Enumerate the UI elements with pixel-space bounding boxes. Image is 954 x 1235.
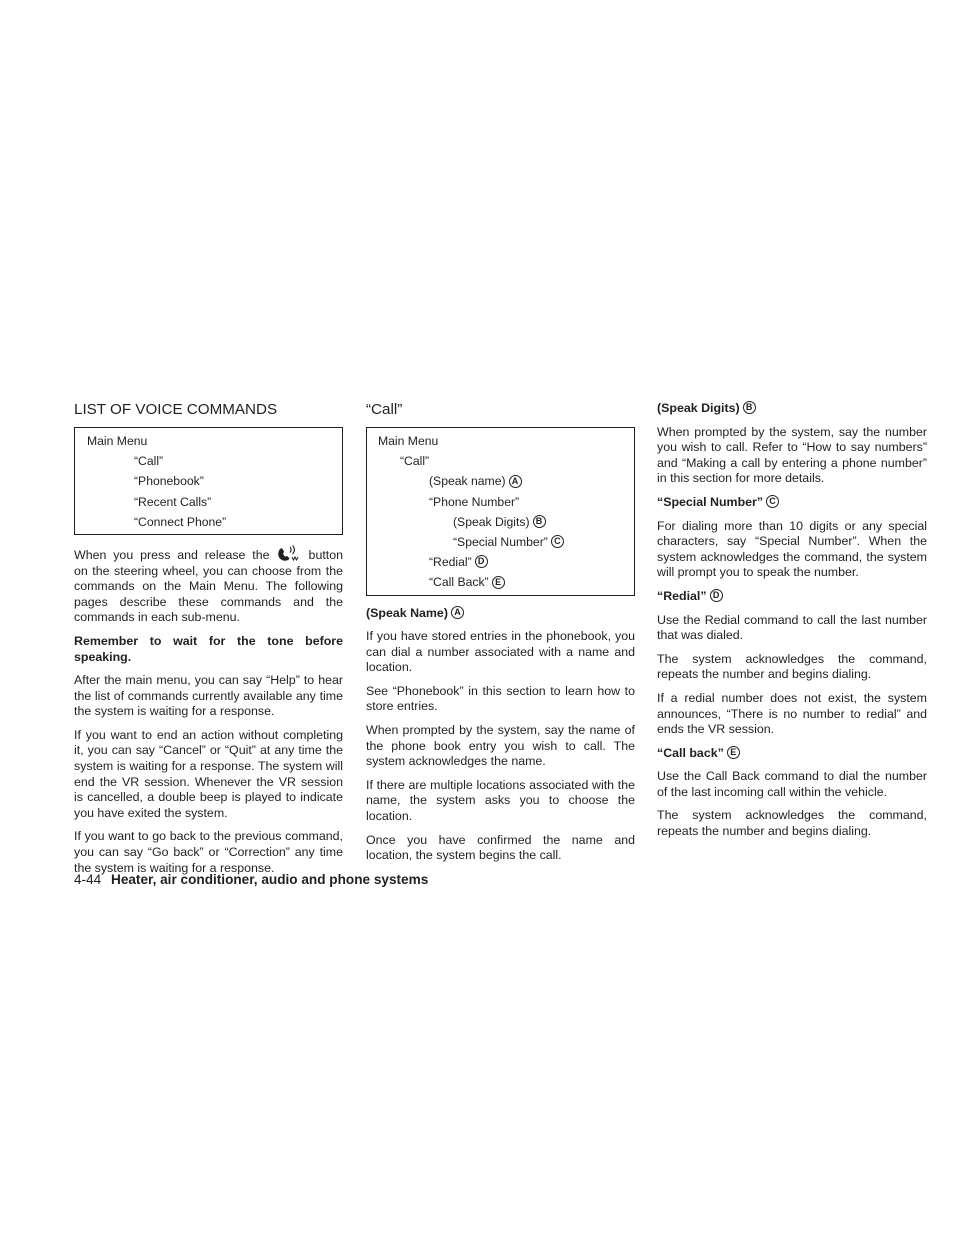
marker-d: D [475,555,488,568]
column-2 [366,400,635,872]
subheading-speak-digits: (Speak Digits) B [657,401,927,417]
paragraph-redial-use: Use the Redial command to call the last number that was dialed. [657,612,927,643]
tree-item-phone-number: “Phone Number” [429,494,520,509]
tree-item-redial: “Redial” D [367,552,634,572]
chapter-title: Heater, air conditioner, audio and phone systems [111,872,429,887]
main-menu-command-list [74,427,343,535]
paragraph-special-number: For dialing more than 10 digits or any special characters, say “Special Number”. When the system acknowledges the command, the system will prompt you to speak the number. [657,518,927,580]
paragraph-multiple-locations: If there are multiple locations associated with the name, the system asks you to choose the location. [366,777,635,824]
paragraph-redial-none: If a redial number does not exist, the system announces, “There is no number to redial” and ends the VR session. [657,690,927,737]
tree-item-speak-digits: (Speak Digits) B [367,512,634,532]
column-3 [657,401,927,848]
voice-button-icon [275,545,301,563]
page-number: 4-44 [74,872,102,887]
paragraph-speak-digits: When prompted by the system, say the number you wish to call. Refer to “How to say numbers” and “Making a call by entering a phone number” in this section for more details. [657,424,927,486]
menu-item-call: “Call” [134,454,164,469]
paragraph-call-back-use: Use the Call Back command to dial the number of the last incoming call within the vehicle. [657,769,927,799]
tree-item-special-number: “Special Number” C [367,532,634,552]
paragraph-call-back-acknowledge: The system acknowledges the command, repeats the number and begins dialing. [657,808,927,839]
marker-a: A [451,606,464,619]
paragraph-redial-acknowledge: The system acknowledges the command, repeats the number and begins dialing. [657,651,927,682]
menu-item-phonebook: “Phonebook” [134,474,204,489]
subheading-special-number: “Special Number” C [657,495,927,511]
paragraph-main-menu-intro: When you press and release the button on the steering wheel, you can choose from the commands on the Main Menu. The following pages describe these commands and the commands in each sub-menu. [74,545,343,626]
tree-item-call: “Call” [400,454,430,469]
call-command-tree [366,427,635,596]
marker-a: A [509,475,522,488]
paragraph-stored-entries: If you have stored entries in the phonebook, you can dial a number associated with a name and location. [366,629,635,675]
paragraph-see-phonebook: See “Phonebook” in this section to learn how to store entries. [366,683,635,714]
marker-d: D [710,589,723,602]
subheading-call-back: “Call back” E [657,746,927,762]
marker-e: E [492,576,505,589]
paragraph-go-back-command: If you want to go back to the previous command, you can say “Go back” or “Correction” any time the system is waiting for a response. [74,829,343,875]
subheading-speak-name: (Speak Name) A [366,606,635,622]
subheading-redial: “Redial” D [657,589,927,605]
section-heading-voice-commands: LIST OF VOICE COMMANDS [74,401,278,418]
column-1 [74,400,343,884]
wait-for-tone-note: Remember to wait for the tone before speaking. [74,633,343,664]
tree-item-call-back: “Call Back” E [367,572,634,592]
paragraph-say-name: When prompted by the system, say the name of the phone book entry you wish to call. The system acknowledges the name. [366,723,635,769]
menu-item-main-menu: Main Menu [87,434,148,448]
paragraph-cancel-command: If you want to end an action without completing it, you can say “Cancel” or “Quit” at any time the system is waiting for a response. The system will end the VR session. Whenever the VR session is cancelled, a double beep is played to indicate you have exited the system. [74,727,343,820]
paragraph-help-command: After the main menu, you can say “Help” to hear the list of commands currently available any time the system is waiting for a response. [74,673,343,719]
paragraph-begins-call: Once you have confirmed the name and location, the system begins the call. [366,832,635,863]
marker-b: B [743,401,756,414]
menu-item-recent-calls: “Recent Calls” [134,494,212,509]
section-heading-call: “Call” [366,401,403,418]
page-footer [74,871,428,889]
marker-c: C [766,495,779,508]
marker-c: C [551,535,564,548]
menu-item-connect-phone: “Connect Phone” [134,514,227,529]
marker-b: B [533,515,546,528]
tree-item-main-menu: Main Menu [378,434,439,448]
marker-e: E [727,746,740,759]
tree-item-speak-name: (Speak name) A [367,471,634,491]
